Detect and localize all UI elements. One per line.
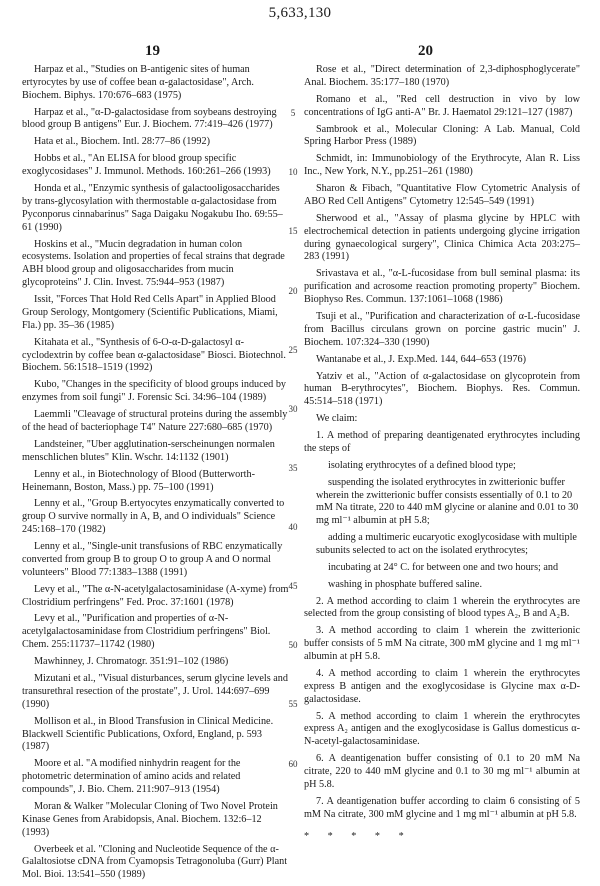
claim-step: adding a multimeric eucaryotic exoglycosidase with multiple subunits selected to act on the isolated erythrocytes; [316, 532, 577, 556]
reference-item: Levy et al., "The α-N-acetylgalactosaminidase (A-xyme) from Clostridium perfringens" Fed. Proc. 37:1601 (1978) [22, 583, 289, 608]
reference-item: Romano et al., "Red cell destruction in vivo by low concentrations of IgG anti-A" Br. J. Haematol 29:121–127 (1987) [304, 93, 580, 118]
right-column-number: 20 [418, 43, 433, 59]
reference-item: Wantanabe et al., J. Exp.Med. 144, 644–653 (1976) [316, 353, 526, 365]
claim-item: 7. A deantigenation buffer according to claim 6 consisting of 5 mM Na citrate, 300 mM glycine and 1 mg ml⁻¹ albumin at pH 5.8. [304, 795, 580, 820]
left-column-number: 19 [145, 43, 160, 59]
reference-item: Moore et al. "A modified ninhydrin reagent for the photometric determination of amino acids and related compounds", J. Bio. Chem. 211:907–913 (1954) [22, 758, 241, 795]
line-number: 15 [288, 226, 298, 236]
reference-item: Lenny et al., "Group B.ertyocytes enzymatically converted to group O survive normally in A, B, and O individuals" Science 245:168–170 (1982) [22, 498, 285, 536]
claim-step: isolating erythrocytes of a defined blood type; [328, 459, 516, 471]
claim-item: 5. A method according to claim 1 wherein the erythrocytes express A₂ antigen and the exoglycosidase is Gallus domesticus α-N-acetyl-galactosaminidase. [304, 710, 580, 748]
reference-item: Sharon & Fibach, "Quantitative Flow Cytometric Analysis of ABO Red Cell Antigens" Cytometry 12:545–549 (1991) [304, 183, 580, 207]
line-number: 30 [288, 404, 298, 414]
reference-item: Mawhinney, J. Chromatogr. 351:91–102 (1986) [34, 656, 229, 668]
reference-item: Landsteiner, "Uber agglutination-serscheinungen normalen menschlichen blutes" Klin. Wschr. 14:1132 (1901) [22, 438, 275, 463]
reference-item: Srivastava et al., "α-L-fucosidase from bull seminal plasma: its purification and acrosome reaction promoting property" Biochem. Biophyso Res. Commun. 137:1061–1068 (1986) [304, 268, 580, 306]
reference-item: Rose et al., "Direct determination of 2,3-diphosphoglycerate" Anal. Biochem. 35:177–180 (1970) [304, 64, 580, 88]
left-column-references [22, 64, 290, 886]
reference-item: Hobbs et al., "An ELISA for blood group specific exoglycosidases" J. Immunol. Methods. 160:261–266 (1993) [22, 153, 271, 178]
reference-item: Hoskins et al., "Mucin degradation in human colon ecosystems. Isolation and properties of fecal strains that degrade ABH blood group and oligosaccharides from mucin glycoproteins" J. Clin. Invest. 75:944–953 (1987) [22, 238, 285, 289]
patent-number: 5,633,130 [268, 5, 332, 21]
line-number: 25 [288, 345, 298, 355]
reference-item: Hata et al., Biochem. Intl. 28:77–86 (1992) [34, 136, 210, 148]
line-number: 10 [288, 167, 298, 177]
claim-item: 2. A method according to claim 1 wherein the erythrocytes are selected from the group consisting of blood types A₂, B and A₂B. [304, 595, 580, 620]
claim-step: suspending the isolated erythrocytes in zwitterionic buffer wherein the zwitterionic buffer consists essentially of 0.1 to 20 mM Na titrate, 220 to 440 mM glycine or alanine and 0.01 to 30 mg ml⁻¹ albumin at pH 5.8; [316, 476, 579, 527]
reference-item: Lenny et al., in Biotechnology of Blood (Butterworth-Heinemann, Boston, Mass.) pp. 75–100 (1991) [22, 468, 255, 493]
line-number: 35 [288, 463, 298, 473]
reference-item: Issit, "Forces That Hold Red Cells Apart" in Applied Blood Group Serology, Montgomery (Scientific Publications, Miami, Fla.) pp. 35–36 (1985) [22, 294, 278, 331]
line-number: 60 [288, 759, 298, 769]
reference-item: Tsuji et al., "Purification and characterization of α-L-fucosidase from Bacillus circulans grown on porcine gastric mucin" J. Biochem. 107:324–330 (1990) [304, 311, 580, 348]
reference-item: Levy et al., "Purification and properties of α-N-acetylgalactosaminidase from Clostridium perfringens" Biol. Chem. 255:11737–11742 (1980) [22, 613, 271, 651]
reference-item: Schmidt, in: Immunobiology of the Erythrocyte, Alan R. Liss Inc., New York, N.Y., pp.251–261 (1980) [304, 153, 580, 178]
line-number: 55 [288, 699, 298, 709]
claim-step: washing in phosphate buffered saline. [328, 578, 483, 590]
reference-item: Mollison et al., in Blood Transfusion in Clinical Medicine. Blackwell Scientific Publications, Oxford, England, p. 593 (1987) [22, 715, 274, 753]
line-number: 20 [288, 286, 298, 296]
claims-section [304, 413, 580, 844]
line-number: 45 [288, 581, 298, 591]
reference-item: Yatziv et al., "Action of α-galactosidase on glycoprotein from human B-erythrocytes", Biochem. Biophys. Res. Commun. 45:514–518 (1971) [304, 370, 580, 408]
reference-item: Laemmli "Cleavage of structural proteins during the assembly of the head of bacteriophage T4" Nature 227:680–685 (1970) [22, 409, 288, 433]
line-number: 50 [288, 640, 298, 650]
reference-item: Lenny et al., "Single-unit transfusions of RBC enzymatically converted from group B to group O to group A and O normal volunteers" Blood 77:1383–1388 (1991) [22, 541, 283, 578]
reference-item: Mizutani et al., "Visual disturbances, serum glycine levels and transurethral resection of the prostate", J. Urol. 144:697–699 (1990) [22, 673, 288, 710]
reference-item: Kubo, "Changes in the specificity of blood groups induced by enzymes from soil fungi" J. Forensic Sci. 34:96–104 (1989) [22, 379, 287, 404]
reference-item: Sherwood et al., "Assay of plasma glycine by HPLC with electrochemical detection in patients undergoing glycine irrigation during gynaecological surgery", Clinica Chimica Acta 203:275–283 (1991) [304, 212, 580, 263]
reference-item: Honda et al., "Enzymic synthesis of galactooligosaccharides by trans-glycosylation with thermostable α-galactosidase from Pyconporus cinnabarinus" Saga Daigaku Nogakubu Iho. 69:55–61 (1990) [22, 183, 283, 233]
line-number: 5 [290, 108, 296, 118]
claim-item: 1. A method of preparing deantigenated erythrocytes including the steps of [304, 430, 580, 454]
reference-item: Harpaz et al., "α-D-galactosidase from soybeans destroying blood group B antigens" Eur. J. Biochem. 77:419–426 (1977) [22, 106, 277, 131]
reference-item: Overbeek et al. "Cloning and Nucleotide Sequence of the α-Galaltosiotse cDNA from Cyamopsis Tetragonoluba (Gurr) Plant Mol. Bioi. 13:541–550 (1989) [22, 843, 288, 881]
claim-item: 3. A method according to claim 1 wherein the zwitterionic buffer consists of 5 mM Na citrate, 300 mM glycine and 1 mg ml⁻¹ albumin at pH 5.8. [304, 625, 580, 662]
right-column [304, 64, 580, 848]
line-number: 40 [288, 522, 298, 532]
reference-item: Sambrook et al., Molecular Cloning: A Lab. Manual, Cold Spring Harbor Press (1989) [304, 123, 580, 148]
claim-item: 4. A method according to claim 1 wherein the erythrocytes express B antigen and the exoglycosidase is Glycine max α-D-galactosidase. [304, 667, 580, 705]
reference-item: Moran & Walker "Molecular Cloning of Two Novel Protein Kinase Genes from Arabidopsis, Anal. Biochem. 132:6–12 (1993) [22, 800, 278, 838]
claim-item: 6. A deantigenation buffer consisting of 0.1 to 20 mM Na citrate, 220 to 440 mM glycine and 0.1 to 30 mg ml⁻¹ albumin at pH 5.8. [304, 753, 580, 790]
reference-item: Kitahata et al., "Synthesis of 6-O-α-D-galactosyl α-cyclodextrin by coffee bean α-galactosidase" Biosci. Biotechnol. Biochem. 56:1518–1519 (1992) [22, 336, 286, 374]
reference-item: Harpaz et al., "Studies on B-antigenic sites of human ertyrocytes by use of coffee bean α-galactosidase", Arch. Biochem. Biphys. 170:676–683 (1975) [22, 64, 254, 101]
end-marker: * * * * * [304, 831, 412, 843]
claims-intro: We claim: [316, 413, 358, 425]
claim-step: incubating at 24° C. for between one and two hours; and [328, 561, 559, 573]
